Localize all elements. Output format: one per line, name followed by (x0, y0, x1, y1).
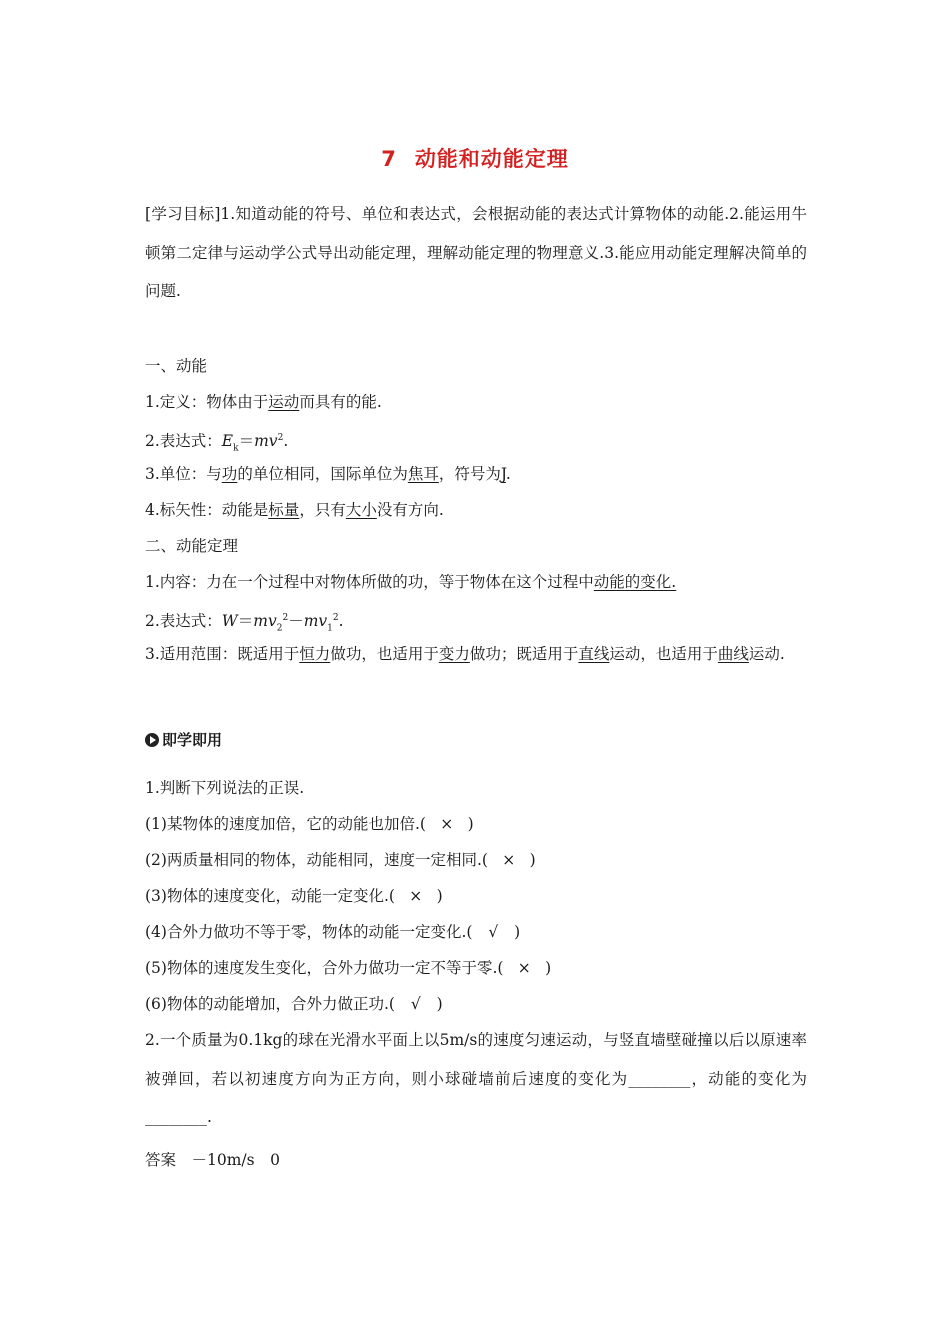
text: 3.适用范围：既适用于 (145, 645, 300, 663)
item-text: (5)物体的速度发生变化，合外力做功一定不等于零. (145, 959, 498, 977)
text: 1.定义：物体由于 (145, 393, 269, 411)
practice-heading (145, 729, 222, 751)
item-text: (1)某物体的速度加倍，它的动能也加倍. (145, 815, 420, 833)
answer-mark: × (409, 887, 423, 905)
equals: ＝ (238, 432, 255, 451)
symbol-W: W (221, 612, 238, 631)
judge-item: (5)物体的速度发生变化，合外力做功一定不等于零.( × ) (145, 959, 552, 977)
blank-answer: 变力 (438, 645, 470, 663)
item-text: (3)物体的速度变化，动能一定变化. (145, 887, 389, 905)
subscript: 2 (276, 623, 283, 634)
judge-item: (6)物体的动能增加，合外力做正功.( √ ) (145, 995, 443, 1013)
blank-answer: 大小 (345, 501, 377, 519)
blank-answer: 直线 (578, 645, 610, 663)
blank-answer: 曲线 (717, 645, 749, 663)
blank-answer: 功 (221, 465, 238, 483)
practice-heading-text: 即学即用 (162, 731, 223, 749)
symbol-E: E (221, 432, 234, 451)
learning-goals: [学习目标]1.知道动能的符号、单位和表达式，会根据动能的表达式计算物体的动能.2.能运用牛顿第二定律与运动学公式导出动能定理，理解动能定理的物理意义.3.能应用动能定理解决简单的问题. (145, 205, 807, 300)
text: 1.内容：力在一个过程中对物体所做的功，等于物体在这个过程中 (145, 573, 594, 591)
text: . (505, 465, 511, 483)
page-title (0, 143, 950, 173)
text: ，符号为 (438, 465, 501, 483)
play-icon (145, 733, 159, 747)
judge-item: (3)物体的速度变化，动能一定变化.( × ) (145, 887, 443, 905)
text: ，只有 (299, 501, 346, 519)
item-text: (6)物体的动能增加，合外力做正功. (145, 995, 389, 1013)
blank-answer: 动能的变化. (593, 573, 677, 591)
judge-item: (1)某物体的速度加倍，它的动能也加倍.( × ) (145, 815, 474, 833)
text: 2.表达式： (145, 432, 222, 451)
answer-line: 答案 －10m/s 0 (145, 1151, 280, 1169)
text: 做功，也适用于 (330, 645, 439, 663)
blank-answer: 恒力 (299, 645, 331, 663)
blank-answer: 运动 (268, 393, 300, 411)
text: . (338, 612, 344, 631)
text: 4.标矢性：动能是 (145, 501, 269, 519)
superscript: 2 (332, 613, 339, 623)
text: 3.单位：与 (145, 465, 222, 483)
minus: － (288, 612, 304, 631)
text: 做功；既适用于 (469, 645, 579, 663)
text: 2.表达式： (145, 612, 222, 631)
text: 运动，也适用于 (609, 645, 718, 663)
definition-line (145, 391, 382, 413)
text: 没有方向. (376, 501, 444, 519)
content-line (145, 571, 676, 593)
equals: ＝ (237, 612, 254, 631)
superscript: 2 (277, 433, 284, 443)
text: . (283, 432, 289, 451)
blank-answer: 标量 (268, 501, 300, 519)
text: 而具有的能. (299, 393, 382, 411)
answer-mark: √ (410, 995, 421, 1013)
unit-line (145, 463, 511, 485)
title-number: 7 (381, 147, 397, 171)
expression-line (145, 427, 288, 459)
symbol-mv: mv (254, 432, 278, 451)
text: 运动. (748, 645, 785, 663)
blank-answer: J (500, 465, 506, 483)
text: 的单位相同，国际单位为 (237, 465, 408, 483)
judge-item: (4)合外力做功不等于零，物体的动能一定变化.( √ ) (145, 923, 521, 941)
blank-answer: 焦耳 (407, 465, 439, 483)
question-1: 1.判断下列说法的正误. (145, 779, 305, 797)
scope-paragraph (145, 635, 807, 674)
symbol-mv: mv (253, 612, 277, 631)
question-2: 2.一个质量为0.1kg的球在光滑水平面上以5m/s的速度匀速运动，与竖直墙壁碰撞以后以原速率被弹回，若以初速度方向为正方向，则小球碰墙前后速度的变化为________，动能的变化为________. (145, 1031, 807, 1126)
title-text: 动能和动能定理 (414, 147, 569, 171)
section-heading-kinetic-energy: 一、动能 (145, 357, 208, 375)
item-text: (4)合外力做功不等于零，物体的动能一定变化. (145, 923, 467, 941)
symbol-mv: mv (303, 612, 328, 631)
subscript: k (233, 443, 239, 454)
subscript: 1 (327, 623, 333, 634)
answer-mark: × (502, 851, 516, 869)
section-heading-theorem: 二、动能定理 (145, 537, 239, 555)
item-text: (2)两质量相同的物体，动能相同，速度一定相同. (145, 851, 482, 869)
judge-item: (2)两质量相同的物体，动能相同，速度一定相同.( × ) (145, 851, 536, 869)
answer-mark: √ (488, 923, 499, 941)
scalar-line (145, 499, 444, 521)
superscript: 2 (282, 613, 289, 623)
answer-mark: × (440, 815, 454, 833)
answer-mark: × (517, 959, 531, 977)
